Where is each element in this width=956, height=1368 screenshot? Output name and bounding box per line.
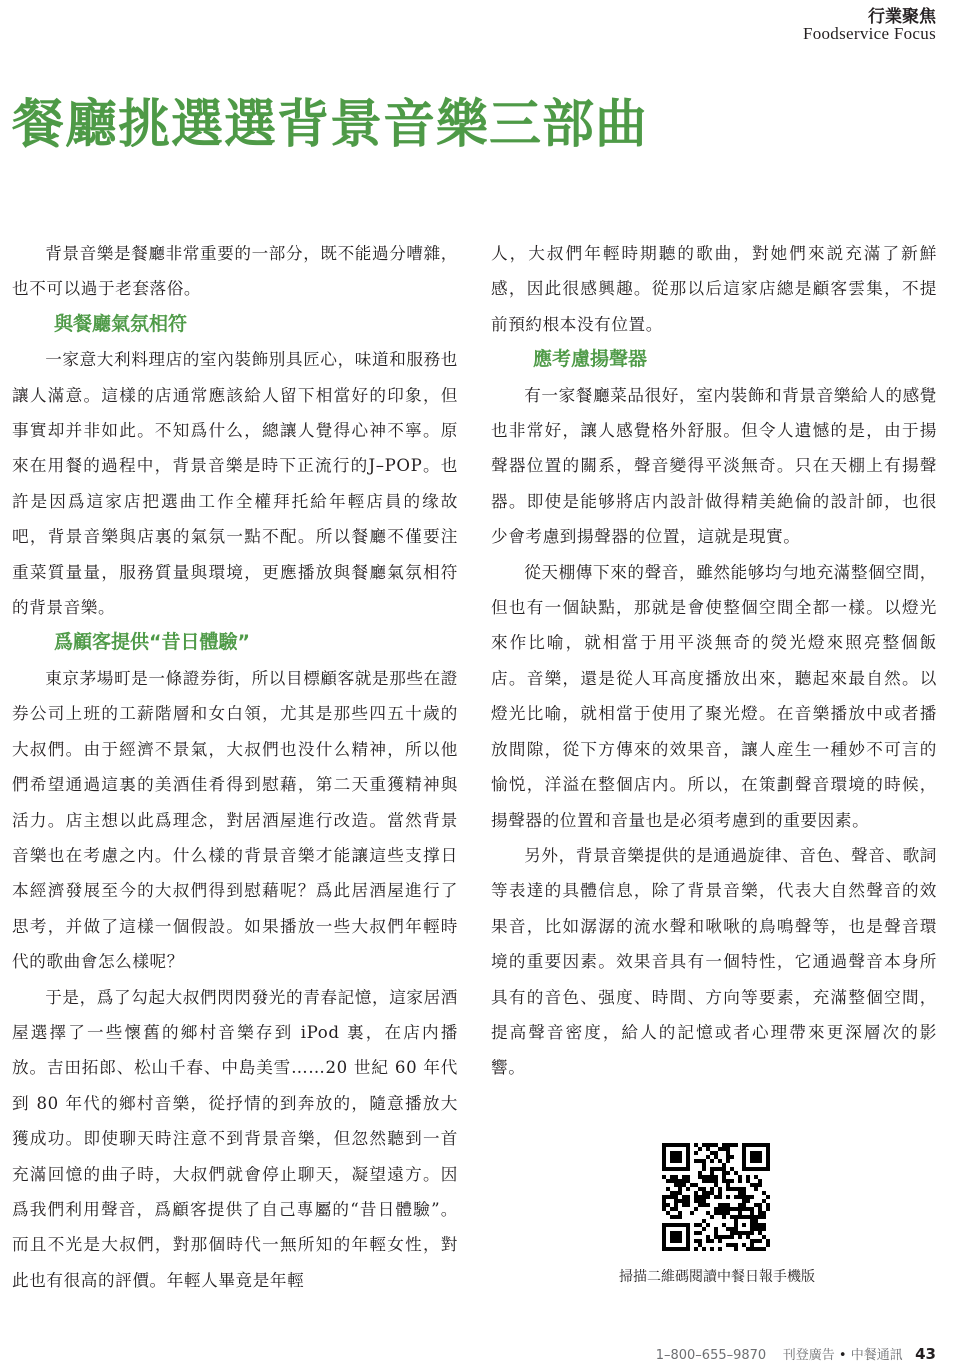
section-category: 行業聚焦 [868,7,936,27]
article-title: 餐廳挑選選背景音樂三部曲 [12,94,649,155]
article-left-column [12,236,458,1298]
section-category-english: Foodservice Focus [802,24,936,43]
page-footer [656,1344,936,1363]
qr-caption: 掃描二維碼閱讀中餐日報手機版 [619,1269,815,1285]
section-heading: 與餐廳氣氛相符 [54,312,188,335]
footer-separator: • [838,1348,847,1363]
article-paragraph: 另外，背景音樂提供的是通過旋律、音色、聲音、歌詞等表達的具體信息，除了背景音樂，代表大自然聲音的效果音，比如潺潺的流水聲和啾啾的鳥鳴聲等，也是聲音環境的重要因素。效果音具有一個特性，它通過聲音本身所具有的音色、强度、時間、方向等要素，充滿整個空間，提高聲音密度，給人的記憶或者心理帶來更深層次的影響。 [491,845,937,1078]
page-number: 43 [915,1345,936,1363]
article-paragraph: 背景音樂是餐廳非常重要的一部分，既不能過分嘈雜，也不可以過于老套落俗。 [12,244,458,299]
article-paragraph: 一家意大利料理店的室內裝飾別具匠心，味道和服務也讓人滿意。這樣的店通常應該給人留下相當好的印象，但事實却并非如此。不知爲什么，總讓人覺得心神不寧。原來在用餐的過程中，背景音樂是時下正流行的J–POP。也許是因爲這家店把選曲工作全權拜托給年輕店員的缘故吧，背景音樂與店裏的氣氛一點不配。所以餐廳不僅要注重菜質量量，服務質量與環境，更應播放與餐廳氣氛相符的背景音樂。 [12,350,458,618]
article-paragraph: 從天棚傳下來的聲音，雖然能够均勻地充滿整個空間，但也有一個缺點，那就是會使整個空間全都一樣。以燈光來作比喻，就相當于用平淡無奇的熒光燈來照亮整個飯店。音樂，還是從人耳高度播放出來，聽起來最自然。以燈光比喻，就相當于使用了聚光燈。在音樂播放中或者播放間隙，從下方傳來的效果音，讓人産生一種妙不可言的愉悦，洋溢在整個店内。所以，在策劃聲音環境的時候，揚聲器的位置和音量也是必須考慮到的重要因素。 [491,562,937,830]
article-paragraph: 人，大叔們年輕時期聽的歌曲，對她們來説充滿了新鮮感，因此很感興趣。從那以后這家店總是顧客雲集，不提前預約根本没有位置。 [491,244,937,334]
article-right-column [491,236,937,1086]
footer-publication: 中餐通訊 [850,1348,903,1363]
section-heading: 應考慮揚聲器 [533,348,648,371]
qr-code[interactable] [662,1143,770,1251]
section-heading: 爲顧客提供“昔日體驗” [54,631,250,654]
footer-ad-text: 刊登廣告 [782,1348,835,1363]
article-paragraph: 有一家餐廳菜品很好，室内裝飾和背景音樂給人的感覺也非常好，讓人感覺格外舒服。但令人遺憾的是，由于揚聲器位置的關系，聲音變得平淡無奇。只在天棚上有揚聲器。即使是能够將店内設計做得精美絶倫的設計師，也很少會考慮到揚聲器的位置，這就是現實。 [491,385,937,547]
footer-phone: 1–800–655–9870 [655,1348,767,1363]
article-paragraph: 于是，爲了勾起大叔們閃閃發光的青春記憶，這家居酒屋選擇了一些懷舊的鄉村音樂存到 iPod 裏，在店内播放。吉田拓郎、松山千春、中島美雪……20 世紀 60 年代到 80 年代的鄉村音樂，從抒情的到奔放的，隨意播放大獲成功。即使聊天時注意不到背景音樂，但忽然聽到一首充滿回憶的曲子時，大叔們就會停止聊天，凝望遠方。因爲我們利用聲音，爲顧客提供了自己專屬的“昔日體驗”。而且不光是大叔們，對那個時代一無所知的年輕女性，對此也有很高的評價。年輕人畢竟是年輕 [12,987,458,1290]
article-paragraph: 東京茅場町是一條證券街，所以目標顧客就是那些在證券公司上班的工薪階層和女白領，尤其是那些四五十歲的大叔們。由于經濟不景氣，大叔們也没什么精神，所以他們希望通過這裏的美酒佳肴得到慰藉，第二天重獲精神與活力。店主想以此爲理念，對居酒屋進行改造。當然背景音樂也在考慮之内。什么樣的背景音樂才能讓這些支撑日本經濟發展至今的大叔們得到慰藉呢？爲此居酒屋進行了思考，并做了這樣一個假設。如果播放一些大叔們年輕時代的歌曲會怎么樣呢？ [12,668,458,972]
